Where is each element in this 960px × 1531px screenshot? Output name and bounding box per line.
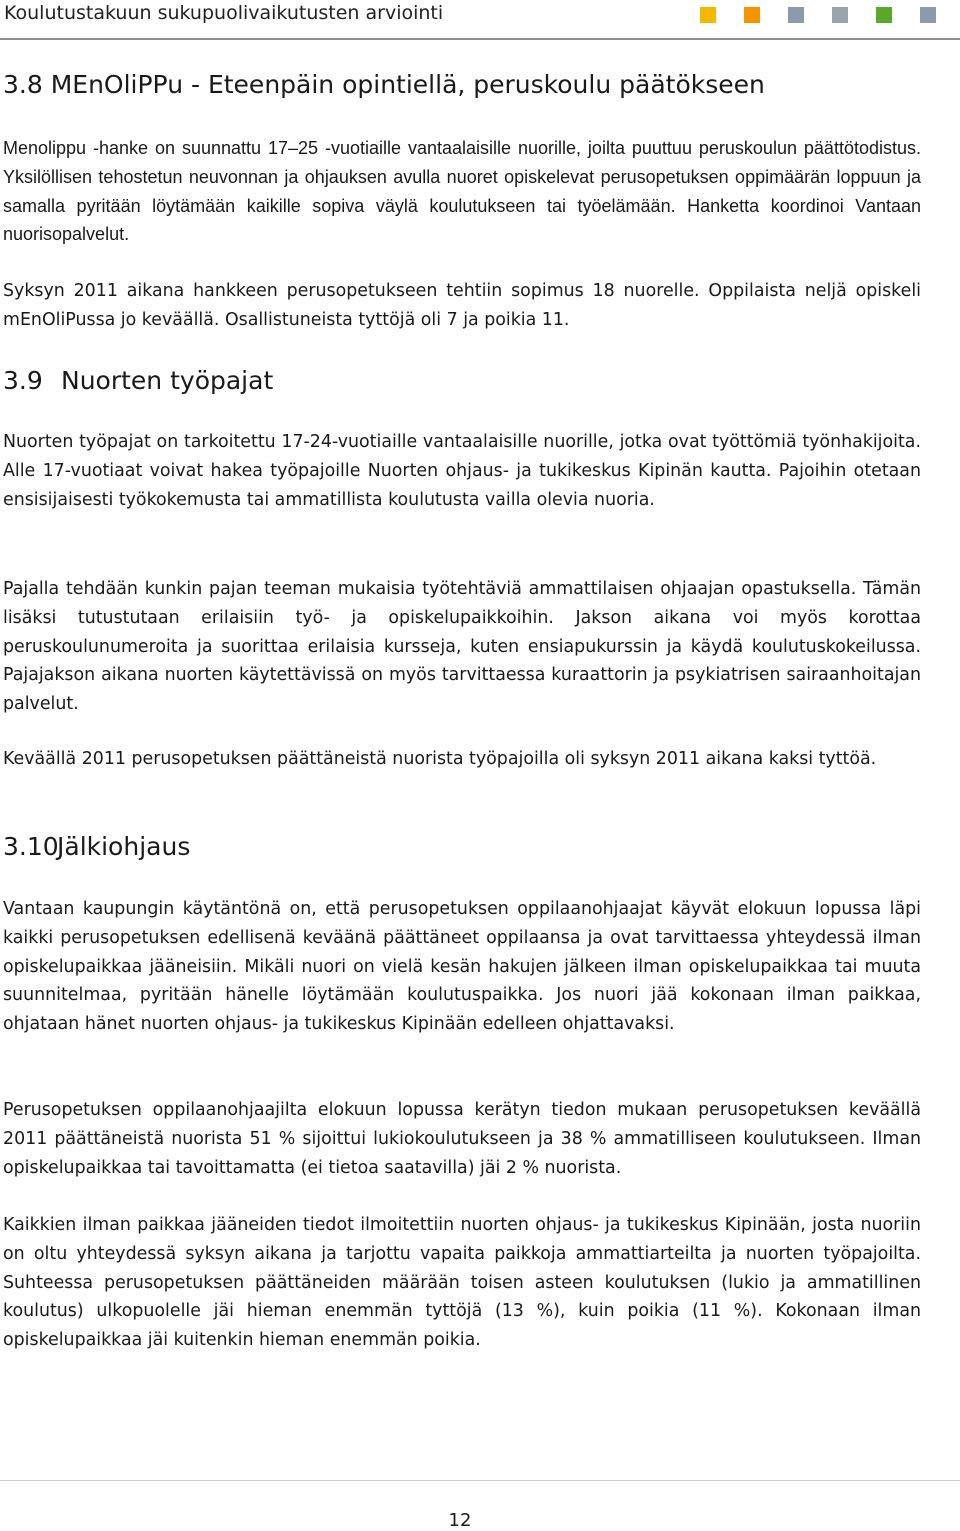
color-square [832, 7, 848, 23]
paragraph: Pajalla tehdään kunkin pajan teeman mukaisia työtehtäviä ammattilaisen ohjaajan opastuksella. Tämän lisäksi tutustutaan erilaisiin työ- ja opiskelupaikkoihin. Jakson aikana voi myös korottaa peruskoulunumeroita ja suorittaa erilaisia kursseja, kuten ensiapukurssin ja käydä koulutuskokeilussa. Pajajakson aikana nuorten käytettävissä on myös tarvittaessa kuraattorin ja psykiatrisen sairaanhoitajan palvelut. [3, 579, 921, 715]
color-square [700, 7, 716, 23]
footer-divider [0, 1480, 960, 1481]
section-heading-3-10 [3, 832, 190, 861]
section-heading-3-9 [3, 366, 273, 395]
section-title: Jälkiohjaus [57, 832, 191, 861]
paragraph: Syksyn 2011 aikana hankkeen perusopetukseen tehtiin sopimus 18 nuorelle. Oppilaista neljä opiskeli mEnOliPussa jo keväällä. Osallistuneista tyttöjä oli 7 ja poikia 11. [3, 281, 921, 330]
color-square [876, 7, 892, 23]
section-number: 3.10 [3, 832, 59, 861]
paragraph: Kaikkien ilman paikkaa jääneiden tiedot ilmoitettiin nuorten ohjaus- ja tukikeskus Kipinään, josta nuoriin on oltu yhteydessä syksyn aikana ja tarjottu vapaita paikkoja ammattiarteilta ja nuorten työpajoilta. Suhteessa perusopetuksen päättäneiden määrään toisen asteen koulutuksen (lukio ja ammatillinen koulutus) ulkopuolelle jäi hieman enemmän tyttöjä (13 %), kuin poikia (11 %). Kokonaan ilman opiskelupaikkaa jäi kuitenkin hieman enemmän poikia. [3, 1215, 921, 1351]
header-title: Koulutustakuun sukupuolivaikutusten arviointi [4, 2, 444, 24]
color-square [788, 7, 804, 23]
section-title: Nuorten työpajat [61, 366, 274, 395]
section-number: 3.9 [3, 366, 43, 395]
paragraph: Keväällä 2011 perusopetuksen päättäneistä nuorista työpajoilla oli syksyn 2011 aikana kaksi tyttöä. [3, 749, 877, 769]
header-divider [0, 38, 960, 40]
paragraph: Vantaan kaupungin käytäntönä on, että perusopetuksen oppilaanohjaajat käyvät elokuun lopussa läpi kaikki perusopetuksen edellisenä keväänä päättäneet oppilaansa ja ovat tarvittaessa yhteydessä ilman opiskelupaikkaa jääneisiin. Mikäli nuori on vielä kesän hakujen jälkeen ilman opiskelupaikkaa tai muuta suunnitelmaa, pyritään hänelle löytämään koulutuspaikka. Jos nuori jää kokonaan ilman paikkaa, ohjataan hänet nuorten ohjaus- ja tukikeskus Kipinään edelleen ohjattavaksi. [3, 899, 921, 1035]
paragraph: Nuorten työpajat on tarkoitettu 17-24-vuotiaille vantaalaisille nuorille, jotka ovat työttömiä työnhakijoita. Alle 17-vuotiaat voivat hakea työpajoille Nuorten ohjaus- ja tukikeskus Kipinän kautta. Pajoihin otetaan ensisijaisesti työkokemusta tai ammatillista koulutusta vailla olevia nuoria. [3, 432, 921, 510]
paragraph: Menolippu -hanke on suunnattu 17–25 -vuotiaille vantaalaisille nuorille, joilta puuttuu peruskoulun päättötodistus. Yksilöllisen tehostetun neuvonnan ja ohjauksen avulla nuoret opiskelevat perusopetuksen oppimäärän loppuun ja samalla pyritään löytämään kaikille sopiva väylä koulutukseen tai työelämään. Hanketta koordinoi Vantaan nuorisopalvelut. [3, 138, 921, 245]
paragraph: Perusopetuksen oppilaanohjaajilta elokuun lopussa kerätyn tiedon mukaan perusopetuksen keväällä 2011 päättäneistä nuorista 51 % sijoittui lukiokoulutukseen ja 38 % ammatilliseen koulutukseen. Ilman opiskelupaikkaa tai tavoittamatta (ei tietoa saatavilla) jäi 2 % nuorista. [3, 1100, 921, 1178]
color-square [744, 7, 760, 23]
page-header [0, 0, 960, 40]
color-square [920, 7, 936, 23]
section-heading-3-8: 3.8 MEnOliPPu - Eteenpäin opintiellä, peruskoulu päätökseen [3, 70, 765, 99]
page-number: 12 [448, 1510, 472, 1531]
header-color-squares [700, 7, 960, 25]
